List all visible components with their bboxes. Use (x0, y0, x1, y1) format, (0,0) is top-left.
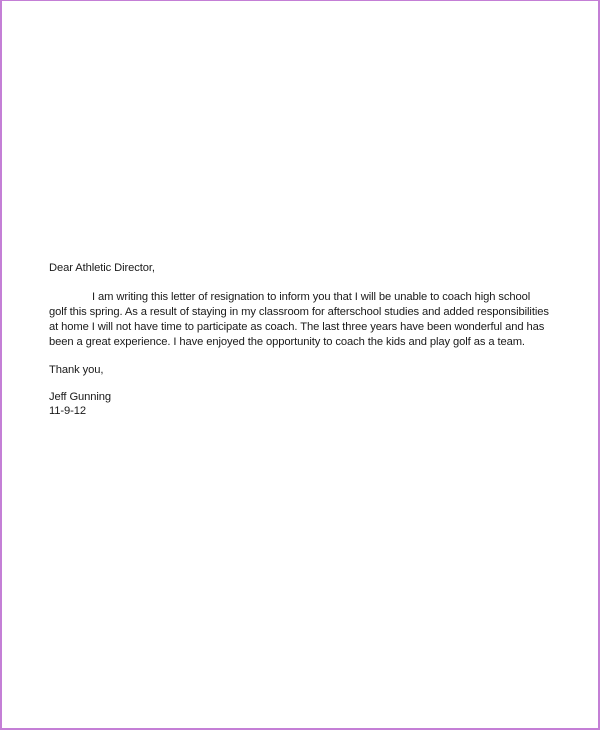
salutation: Dear Athletic Director, (49, 262, 155, 274)
body-line: I am writing this letter of resignation to inform you that I will be unable to coach high school (92, 291, 531, 303)
letter-date: 11-9-12 (49, 405, 87, 417)
closing: Thank you, (49, 364, 104, 376)
body-line: golf this spring. As a result of staying in my classroom for afterschool studies and added responsibilities (49, 306, 549, 318)
body-line: at home I will not have time to participate as coach. The last three years have been wonderful and has (49, 321, 545, 333)
body-line: been a great experience. I have enjoyed the opportunity to coach the kids and play golf as a team. (49, 336, 525, 348)
signature-name: Jeff Gunning (49, 391, 112, 403)
